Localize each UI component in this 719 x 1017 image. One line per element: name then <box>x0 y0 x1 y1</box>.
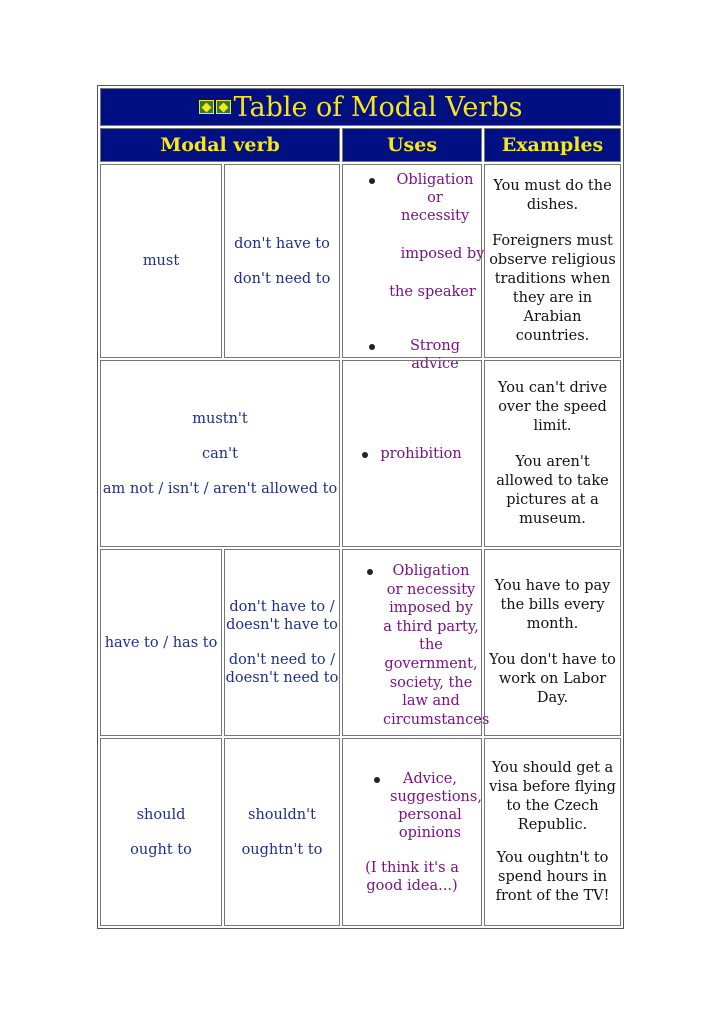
row3-negative: don't have to / doesn't have to don't need to / doesn't need to <box>224 549 340 736</box>
row4-negative: shouldn't oughtn't to <box>224 738 340 926</box>
table-title-bar <box>100 88 621 126</box>
modal-verbs-table <box>97 85 624 929</box>
row4-positive: should ought to <box>100 738 222 926</box>
list-item: Advice, suggestions, personal opinions <box>354 770 470 842</box>
row1-positive: must <box>100 164 222 358</box>
header-modal-verb: Modal verb <box>100 128 340 162</box>
page-title: Table of Modal Verbs <box>233 91 523 123</box>
bullet-icon <box>369 344 375 350</box>
list-item: prohibition <box>362 445 461 463</box>
row3-uses <box>342 549 490 736</box>
header-uses: Uses <box>342 128 482 162</box>
arrow-icon <box>216 100 231 114</box>
arrow-icon <box>199 100 214 114</box>
row1-examples: You must do the dishes. Foreigners must observe religious traditions when they are in Arabian countries. <box>484 164 621 358</box>
list-item: Strong advice <box>369 337 481 373</box>
bullet-icon <box>374 777 380 783</box>
row2-positive: mustn't can't am not / isn't / aren't allowed to <box>100 360 340 547</box>
row4-uses: Advice, suggestions, personal opinions (I think it's a good idea...) <box>342 738 482 926</box>
row3-examples: You have to pay the bills every month. You don't have to work on Labor Day. <box>484 549 621 736</box>
row2-examples: You can't drive over the speed limit. You aren't allowed to take pictures at a museum. <box>484 360 621 547</box>
bullet-icon <box>369 178 375 184</box>
bullet-icon <box>367 569 373 575</box>
row4-examples: You should get a visa before flying to the Czech Republic. You oughtn't to spend hours in front of the TV! <box>484 738 621 926</box>
list-item: Obligation or necessity imposed by a third party, the government, society, the law and circumstances <box>343 562 481 729</box>
row2-uses <box>342 360 482 547</box>
title-icons <box>199 100 231 114</box>
row1-uses: Obligation or necessity imposed by the speaker Strong advice <box>342 164 482 358</box>
row1-negative: don't have to don't need to <box>224 164 340 358</box>
bullet-icon <box>362 452 368 458</box>
list-item: Obligation or <box>369 171 481 207</box>
header-examples: Examples <box>484 128 621 162</box>
row3-positive: have to / has to <box>100 549 222 736</box>
